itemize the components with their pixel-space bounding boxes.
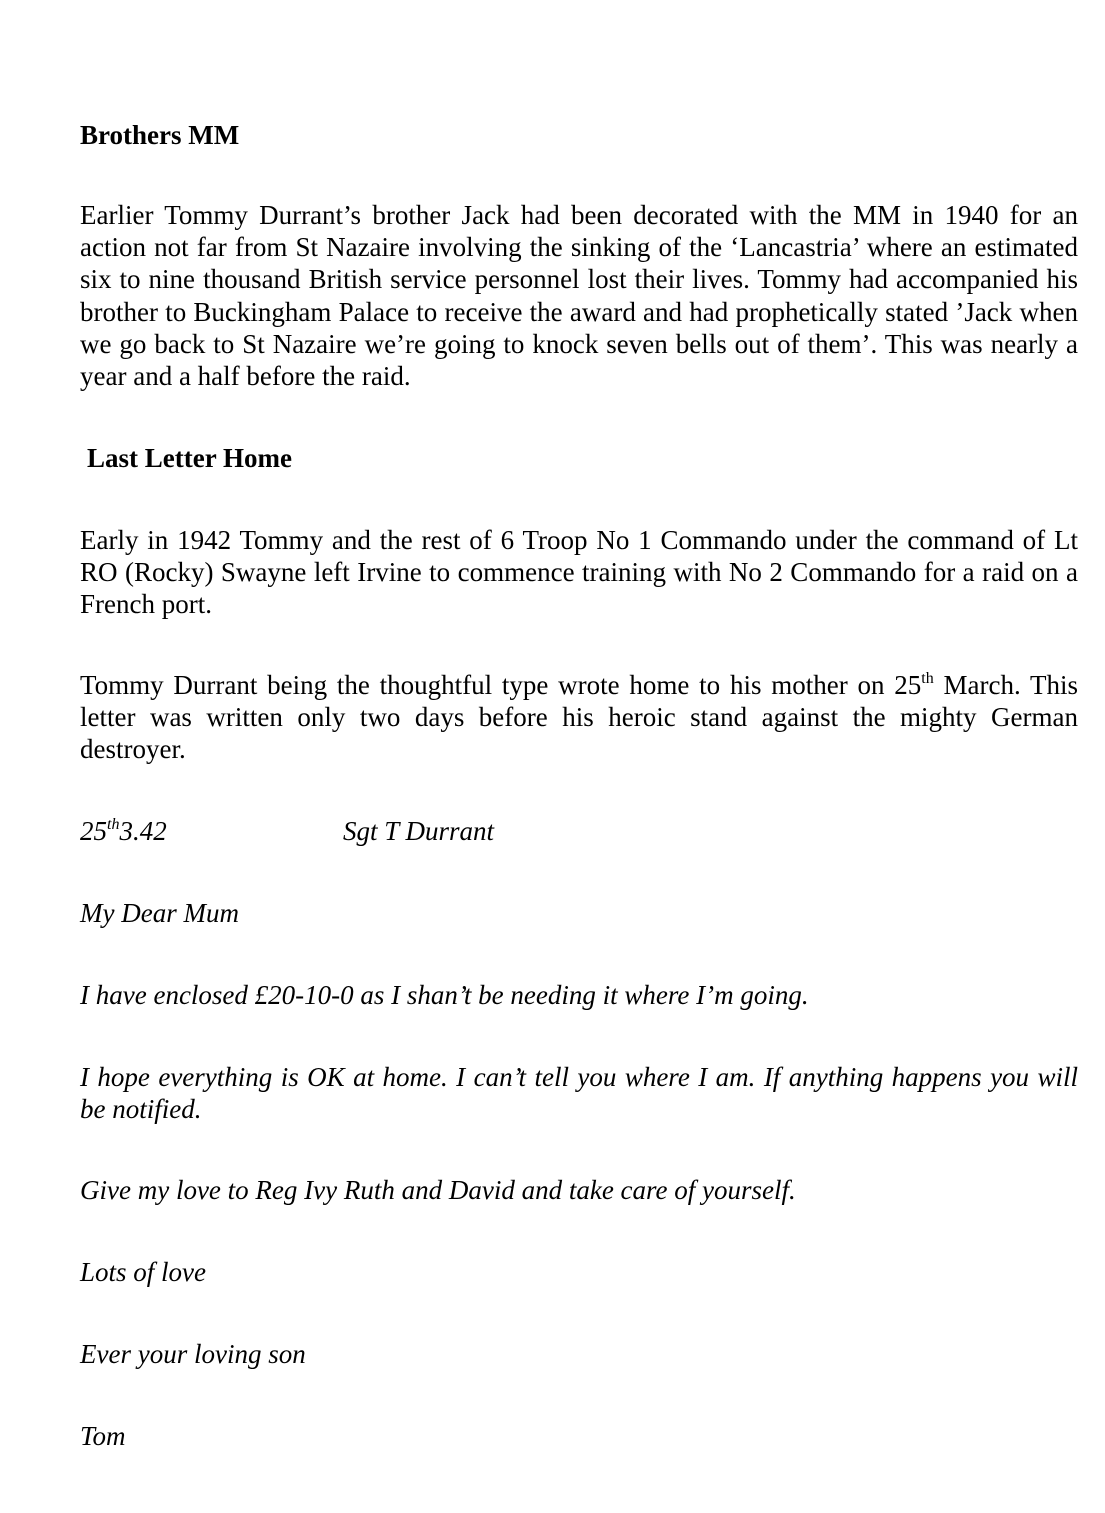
paragraph-wrote-home-text-end: March. This letter was written only two days before his heroic stand against the mighty German destroyer.: [80, 670, 1078, 765]
section-heading-brothers-mm: Brothers MM: [80, 120, 240, 150]
paragraph-wrote-home: [80, 669, 1078, 766]
letter-header: [80, 815, 1078, 847]
letter-closing-lots-of-love: Lots of love: [80, 1257, 206, 1287]
letter-sender: Sgt T Durrant: [343, 816, 495, 846]
letter-salutation: My Dear Mum: [80, 898, 239, 928]
paragraph-training: Early in 1942 Tommy and the rest of 6 Troop No 1 Commando under the command of Lt RO (Rocky) Swayne left Irvine to commence training with No 2 Commando for a raid on a French port.: [80, 525, 1078, 620]
letter-date-day: 25: [80, 816, 107, 846]
paragraph-brothers-mm: Earlier Tommy Durrant’s brother Jack had been decorated with the MM in 1940 for an action not far from St Nazaire involving the sinking of the ‘Lancastria’ where an estimated six to nine thousand British service personnel lost their lives. Tommy had accompanied his brother to Buckingham Palace to receive the award and had prophetically stated ’Jack when we go back to St Nazaire we’re going to knock seven bells out of them’. This was nearly a year and a half before the raid.: [80, 200, 1078, 392]
letter-line-love: Give my love to Reg Ivy Ruth and David and take care of yourself.: [80, 1175, 796, 1205]
letter-date-rest: 3.42: [119, 816, 167, 846]
ordinal-suffix: th: [921, 670, 934, 687]
letter-date-suffix: th: [107, 816, 120, 833]
letter-date: [80, 815, 343, 847]
letter-line-enclosed: I have enclosed £20-10-0 as I shan’t be needing it where I’m going.: [80, 980, 809, 1010]
paragraph-wrote-home-text-start: Tommy Durrant being the thoughtful type wrote home to his mother on 25: [80, 670, 922, 700]
letter-closing-loving-son: Ever your loving son: [80, 1339, 306, 1369]
letter-line-hope: I hope everything is OK at home. I can’t tell you where I am. If anything happens you will be notified.: [80, 1062, 1078, 1125]
letter-signature: Tom: [80, 1421, 126, 1451]
section-heading-last-letter-home: Last Letter Home: [87, 443, 292, 473]
